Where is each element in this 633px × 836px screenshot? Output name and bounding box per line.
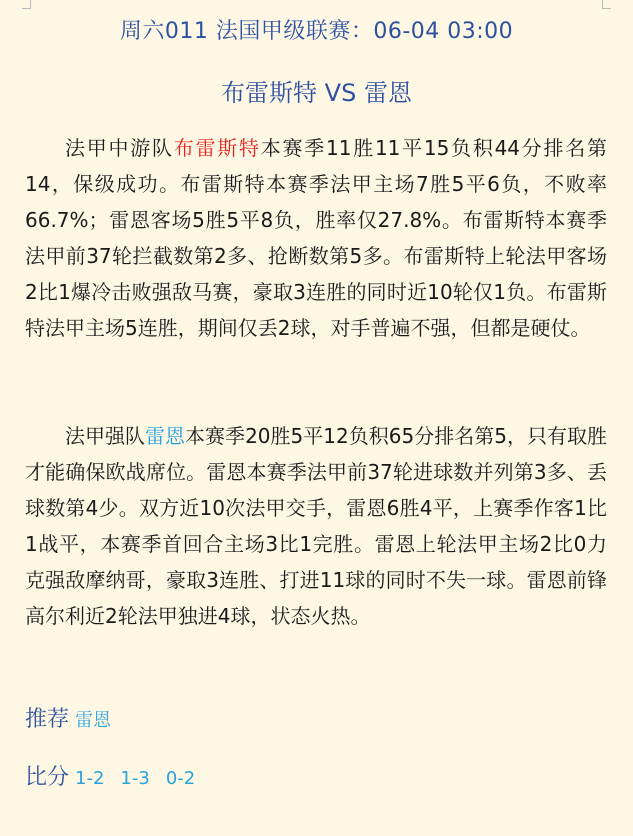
paragraph-prefix: 法甲强队	[65, 424, 146, 448]
match-title: 周六011 法国甲级联赛：06-04 03:00	[119, 19, 514, 44]
recommendation-value: 雷恩	[75, 710, 112, 731]
away-team-name: 雷恩	[145, 424, 186, 448]
score-label: 比分	[25, 765, 70, 790]
home-team-analysis	[25, 130, 607, 346]
score-option: 0-2	[165, 768, 196, 789]
page-corner-mark	[602, 0, 611, 9]
score-option: 1-3	[120, 768, 150, 789]
away-team-analysis	[25, 418, 607, 634]
matchup-heading: 布雷斯特 VS 雷恩	[221, 79, 412, 107]
score-option: 1-2	[75, 768, 105, 789]
page-corner-mark	[22, 0, 31, 9]
paragraph-text: 本赛季11胜11平15负积44分排名第14，保级成功。布雷斯特本赛季法甲主场7胜5平6负，不败率66.7%；雷恩客场5胜5平8负，胜率仅27.8%。布雷斯特本赛季法甲前37轮拦截数第2多、抢断数第5多。布雷斯特上轮法甲客场2比1爆冷击败强敌马赛，豪取3连胜的同时近10轮仅1负。布雷斯特法甲主场5连胜，期间仅丢2球，对手普遍不强，但都是硬仗。	[25, 136, 608, 340]
home-team-name: 布雷斯特	[173, 136, 261, 160]
paragraph-prefix: 法甲中游队	[65, 136, 174, 160]
paragraph-text: 本赛季20胜5平12负积65分排名第5，只有取胜才能确保欧战席位。雷恩本赛季法甲前37轮进球数并列第3多、丢球数第4少。双方近10次法甲交手，雷恩6胜4平，上赛季作客1比1战平，本赛季首回合主场3比1完胜。雷恩上轮法甲主场2比0力克强敌摩纳哥，豪取3连胜、打进11球的同时不失一球。雷恩前锋高尔利近2轮法甲独进4球，状态火热。	[25, 424, 607, 628]
score-prediction	[25, 760, 205, 791]
recommendation	[25, 702, 111, 733]
recommendation-label: 推荐	[25, 707, 70, 732]
